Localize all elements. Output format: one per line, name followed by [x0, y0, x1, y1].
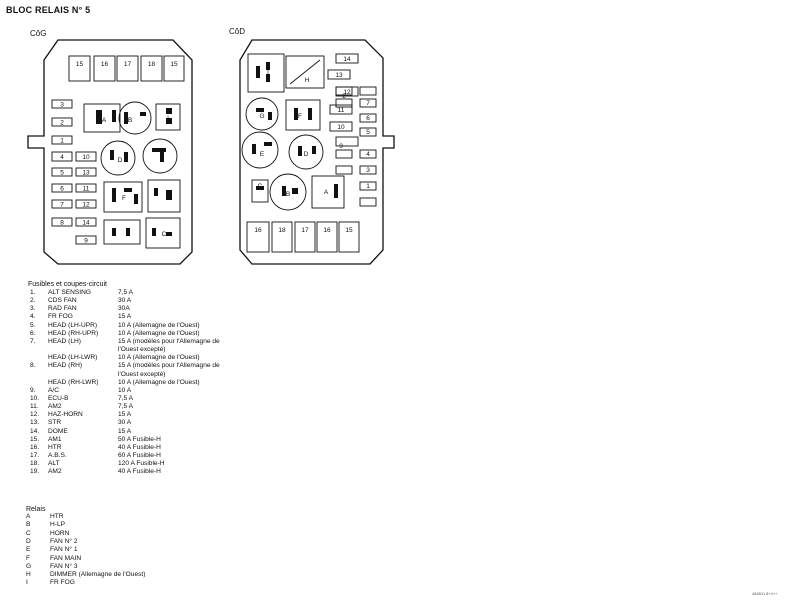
fuse-number: 3. [30, 305, 36, 313]
relay-letter: I [26, 579, 28, 587]
left-fuse-4: 4 [60, 154, 64, 161]
right-bottom-fuse-5: 15 [345, 227, 353, 234]
fuse-rating: 30 A [118, 297, 132, 305]
fuse-rating: 10 A (Allemagne de l'Ouest) [118, 321, 200, 329]
fuse-number: 1. [30, 289, 36, 296]
fuse-name: CDS FAN [48, 297, 77, 305]
fuse-number: 18. [30, 460, 40, 468]
left-box-label: CôG [30, 29, 47, 38]
fuse-number: 5. [30, 321, 36, 329]
right-fuse-4: 4 [366, 151, 370, 158]
left-fuse-9: 9 [84, 237, 88, 245]
right-fuse-10: 10 [337, 124, 345, 131]
fuse-name: HAZ-HORN [48, 411, 83, 419]
right-fuse-1: 1 [366, 183, 370, 190]
relay-letter: C [26, 529, 31, 537]
left-fuse-1: 1 [60, 137, 64, 145]
fuse-name: STR [48, 419, 62, 427]
relay-name: FAN N° 2 [50, 537, 78, 545]
fuse-rating: 15 A [118, 313, 132, 321]
left-top-fuse-2: 16 [100, 61, 109, 68]
fuse-rating: 10 A (Allemagne de l'Ouest) [118, 329, 200, 337]
left-fuse-8: 8 [60, 219, 64, 227]
fuse-number: 8. [30, 362, 36, 370]
left-fuse-6: 6 [60, 185, 64, 193]
relay-name: H-LP [50, 521, 66, 529]
relay-name: FAN N° 3 [50, 562, 78, 570]
fuse-number: 11. [30, 403, 39, 411]
figure-code: 484511 8+4++ [752, 591, 778, 596]
left-relay-i: I [167, 115, 169, 122]
fuse-number: 15. [30, 435, 40, 443]
fuse-name: HTR [48, 443, 62, 451]
right-fuse-14: 14 [343, 56, 351, 63]
right-fuse-7: 7 [366, 100, 370, 107]
left-fuse-5: 5 [60, 169, 64, 177]
right-relay-b: B [285, 191, 291, 198]
fuse-number: 7. [30, 337, 36, 345]
fuse-rating: 120 A Fusible-H [118, 460, 165, 468]
right-fuse-3: 3 [366, 167, 370, 174]
fuse-name: HEAD (RH) [48, 362, 83, 370]
fuse-name: AM1 [48, 435, 62, 443]
left-top-fuses [69, 56, 184, 81]
fuse-rating: 40 A Fusible-H [118, 468, 161, 476]
left-fuse-10: 10 [82, 154, 90, 161]
fuse-rating: 7,5 A [118, 394, 134, 402]
right-fuse-13: 13 [335, 72, 343, 79]
left-relay-e: E [159, 157, 165, 164]
fuse-name: AM2 [48, 403, 62, 411]
fuse-name: ECU-B [48, 394, 69, 402]
relay-name: FAN MAIN [50, 554, 82, 562]
right-relay-h: H [304, 77, 310, 84]
relay-letter: E [26, 546, 31, 554]
relay-name: DIMMER (Allemagne de l'Ouest) [50, 571, 146, 579]
right-top-fuses [328, 54, 358, 146]
fuse-name: RAD FAN [48, 305, 77, 313]
fuse-name: A.B.S. [48, 452, 67, 459]
fuse-number: 6. [30, 329, 36, 337]
right-relay-c: C [257, 183, 263, 190]
fuse-name: HEAD (LH) [48, 337, 81, 345]
right-fuse-5: 5 [366, 129, 370, 136]
fuse-number: 2. [30, 297, 36, 305]
fuse-rating: 7,5 A [118, 403, 134, 411]
right-box-label: CôD [229, 27, 246, 36]
right-fuse-11: 11 [337, 107, 345, 114]
right-bottom-fuse-3: 17 [301, 227, 309, 234]
fuse-name: HEAD (RH-LWR) [48, 378, 99, 386]
relay-letter: D [26, 537, 31, 545]
relays-section-title: Relais [26, 506, 46, 513]
left-fuse-11: 11 [82, 185, 90, 193]
fuse-rating: 10 A (Allemagne de l'Ouest) [118, 378, 200, 386]
fuse-rating: 7,5 A [118, 289, 134, 296]
right-bottom-fuse-2: 18 [278, 227, 286, 234]
right-fuse-6: 6 [366, 115, 370, 122]
left-fuse-2: 2 [60, 119, 64, 127]
fuse-rating: 15 A (modèles pour l'Allemagne de [118, 362, 220, 370]
fuse-number: 19. [30, 468, 40, 476]
fuse-rating: 15 A [118, 411, 132, 419]
fuse-rating: 30A [118, 305, 130, 313]
left-fuse-3: 3 [60, 101, 64, 109]
fuse-number: 12. [30, 411, 40, 419]
fuse-rating: 10 A [118, 386, 132, 394]
fuse-number: 14. [30, 427, 40, 435]
fuse-rating: 15 A (modèles pour l'Allemagne de [118, 337, 220, 345]
relay-letter: H [26, 571, 31, 579]
fuse-number: 17. [30, 452, 40, 459]
left-top-fuse-5: 15 [170, 61, 178, 68]
fuse-rating: 10 A (Allemagne de l'Ouest) [118, 354, 200, 362]
left-fuse-14: 14 [82, 219, 90, 227]
left-relay-a: A [101, 117, 107, 124]
left-relay-f: F [122, 195, 126, 202]
relay-letter: B [26, 521, 31, 529]
fuse-name: HEAD (LH-LWR) [48, 354, 98, 362]
fuse-rating: 30 A [118, 419, 132, 427]
right-relay-i: I [267, 69, 269, 76]
fuse-number: 10. [30, 394, 40, 402]
fuse-name: ALT SENSING [48, 289, 91, 296]
relay-name: HTR [50, 513, 64, 520]
right-relay-f: F [298, 113, 302, 120]
left-relay-c: C [161, 231, 167, 238]
right-fuse-12: 12 [343, 89, 351, 96]
fuse-name: DOME [48, 427, 68, 435]
left-fuse-7: 7 [60, 201, 64, 209]
right-relay-d: D [303, 151, 309, 158]
left-top-fuse-1: 15 [75, 61, 84, 68]
fuse-number: 9. [30, 386, 36, 394]
right-relay-g: G [259, 113, 265, 120]
fuse-rating: 60 A Fusible-H [118, 452, 161, 459]
relay-name: HORN [50, 529, 70, 537]
fuse-name: HEAD (RH-UPR) [48, 329, 99, 337]
fuse-number: 13. [30, 419, 40, 427]
left-top-fuse-3: 17 [123, 61, 132, 68]
right-bottom-fuse-4: 16 [323, 227, 331, 234]
fuse-rating: l'Ouest excepté) [118, 370, 166, 378]
left-fuse-12: 12 [82, 201, 90, 209]
left-relay-d: D [117, 157, 123, 164]
relay-letter: A [26, 513, 31, 520]
page-title: BLOC RELAIS N° 5 [6, 5, 91, 15]
right-fuse-2: 2 [342, 93, 346, 100]
relay-letter: F [26, 554, 31, 562]
left-fuse-13: 13 [82, 169, 90, 177]
fuses-section-title: Fusibles et coupes-circuit [28, 281, 107, 288]
left-top-fuse-4: 18 [147, 61, 156, 68]
fuse-name: A/C [48, 386, 59, 394]
fuse-name: HEAD (LH-UPR) [48, 321, 98, 329]
fuse-rating: l'Ouest excepté) [118, 346, 166, 354]
left-relay-b: B [127, 117, 133, 124]
right-bottom-fuse-1: 16 [254, 227, 262, 234]
fuse-rating: 40 A Fusible-H [118, 443, 161, 451]
relay-name: FR FOG [50, 579, 75, 587]
fuse-number: 16. [30, 443, 40, 451]
right-fuse-9: 9 [339, 143, 343, 150]
right-relay-a: A [323, 189, 329, 196]
fuse-name: FR FOG [48, 313, 73, 321]
relay-letter: G [26, 562, 32, 570]
fuse-name: AM2 [48, 468, 62, 476]
relay-name: FAN N° 1 [50, 546, 78, 554]
right-relay-e: E [259, 151, 265, 158]
fuse-rating: 15 A [118, 427, 132, 435]
fuse-number: 4. [30, 313, 36, 321]
fuse-name: ALT [48, 460, 60, 468]
fuse-rating: 50 A Fusible-H [118, 435, 161, 443]
